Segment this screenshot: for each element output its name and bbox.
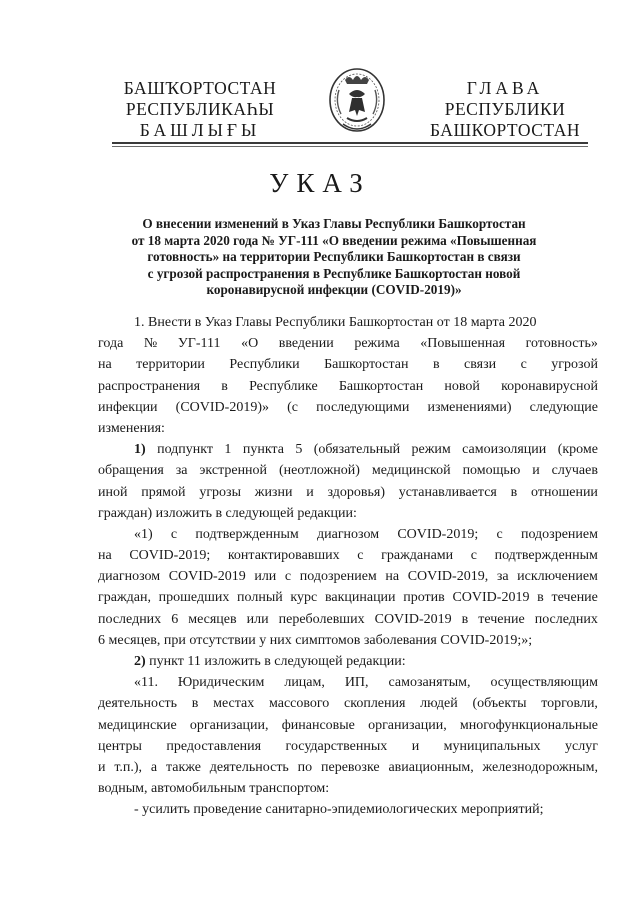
word: полный [237, 590, 283, 606]
header-left-line-1: БАШҠОРТОСТАН [123, 78, 277, 98]
word: «11. [134, 675, 158, 691]
header-left-line-3: БАШЛЫҒЫ [139, 120, 261, 140]
word: на [385, 569, 400, 585]
body-line [98, 757, 598, 778]
document-title: УКАЗ [269, 168, 371, 198]
subject-line: коронавирусной инфекции (COVID-2019)» [206, 282, 462, 297]
word: вакцинации [324, 590, 396, 606]
word: и [532, 463, 540, 479]
word: течение [551, 590, 598, 606]
body-line: - усилить проведение санитарно-эпидемиологических мероприятий; [134, 802, 544, 818]
word: УГ-111 [177, 336, 221, 352]
word: организации, [189, 717, 269, 733]
word: «1) [134, 526, 153, 542]
word: или [246, 611, 269, 627]
word: обращения [98, 463, 164, 479]
word: года [98, 336, 124, 352]
word: самоизоляции [462, 442, 547, 458]
word: Республики [229, 357, 300, 373]
word: лицам, [284, 675, 325, 691]
word: деятельность [98, 696, 178, 712]
word: (неотложной) [278, 463, 360, 479]
word: № [143, 336, 158, 352]
header-bashkir [100, 78, 300, 141]
word: торговли, [541, 696, 598, 712]
word: (COVID-2019)» [175, 399, 269, 415]
word: подтвержденным [494, 548, 598, 564]
word: пункта [242, 442, 284, 458]
word: COVID-2019; [397, 526, 479, 542]
word: жизни [254, 484, 293, 500]
word: авиационным, [388, 759, 474, 775]
word: и [411, 738, 420, 754]
word: и [98, 759, 106, 775]
body-line [98, 545, 598, 566]
word: 6 [171, 611, 179, 627]
body-line [98, 651, 598, 672]
word: 1 [224, 442, 232, 458]
word: здоровья) [327, 484, 385, 500]
body-line [98, 587, 598, 608]
header-divider-thick [112, 142, 588, 144]
word: многофункциональные [459, 717, 598, 733]
body-line-text: пункт 11 изложить в следующей редакции: [149, 654, 406, 669]
word: контактировавших [227, 548, 340, 564]
word: с [470, 548, 477, 564]
word: т.п.), [114, 759, 143, 775]
body-line [98, 376, 598, 397]
word: следующие [529, 399, 598, 415]
word: против [403, 590, 445, 606]
body-line [98, 609, 598, 630]
word: «О [241, 336, 259, 352]
body-line [98, 354, 598, 375]
word: распространения [98, 378, 201, 394]
body-line [98, 397, 598, 418]
header-right-line-1: ГЛАВА [466, 78, 544, 98]
word: с [170, 526, 178, 542]
word: за [496, 569, 509, 585]
word: массового [268, 696, 330, 712]
word: (объекты [472, 696, 527, 712]
word: муниципальных [443, 738, 541, 754]
body-line [98, 333, 598, 354]
word: железнодорожным, [482, 759, 598, 775]
word: Юридическим [177, 675, 265, 691]
coat-of-arms-emblem [325, 64, 389, 138]
body-line [98, 482, 598, 503]
word: (с [287, 399, 298, 415]
word: за [175, 463, 188, 479]
word: новой [444, 378, 480, 394]
word: течение [478, 611, 525, 627]
word: с [520, 357, 527, 373]
word: связи [464, 357, 497, 373]
word: отношении [531, 484, 598, 500]
word: Башкортостан [338, 378, 424, 394]
word: гражданами [381, 548, 454, 564]
word: курс [290, 590, 318, 606]
header-right-line-3: БАШКОРТОСТАН [429, 120, 580, 140]
word: по [297, 759, 313, 775]
word: подозрением [299, 569, 377, 585]
word: в [537, 590, 544, 606]
word: инфекции [98, 399, 158, 415]
body-line [98, 693, 598, 714]
word: режим [411, 442, 451, 458]
word: угрозой [551, 357, 598, 373]
word: в [221, 378, 228, 394]
word: изменениями) [427, 399, 512, 415]
word: подозрением [520, 526, 598, 542]
word: иной [98, 484, 128, 500]
word: местах [213, 696, 255, 712]
word: последних [534, 611, 598, 627]
subject-line: О внесении изменений в Указ Главы Республики Башкортостан [142, 216, 526, 231]
word: также [165, 759, 201, 775]
word: или [254, 569, 277, 585]
word: коронавирусной [501, 378, 598, 394]
body-line [98, 524, 598, 545]
item-number: 1) [134, 442, 146, 458]
word: в [510, 484, 518, 500]
subject-line: от 18 марта 2020 года № УГ-111 «О введении режима «Повышенная [131, 232, 537, 248]
word: государственных [285, 738, 388, 754]
word: подтвержденным [195, 526, 299, 542]
decree-subject [120, 216, 548, 299]
word: переболевших [278, 611, 365, 627]
subject-line: с угрозой распространения в Республике Башкортостан новой [147, 265, 521, 281]
word: прямой [141, 484, 186, 500]
word: на [98, 548, 112, 564]
word: экстренной [199, 463, 268, 479]
word: центры [98, 738, 142, 754]
word: в [461, 611, 469, 627]
word: финансовые [281, 717, 355, 733]
body-line [98, 736, 598, 757]
header-russian [420, 78, 590, 141]
word: месяцев [188, 611, 237, 627]
word: готовность» [525, 336, 598, 352]
header-right-line-2: РЕСПУБЛИКИ [444, 99, 566, 119]
word: ИП, [344, 675, 369, 691]
word: скопления [344, 696, 406, 712]
word: и [306, 484, 314, 500]
word: прошедших [158, 590, 230, 606]
word: COVID-2019, [407, 569, 489, 585]
word: исключением [517, 569, 598, 585]
word: с [496, 526, 503, 542]
body-line [98, 672, 598, 693]
decree-body [98, 312, 598, 821]
body-line [98, 566, 598, 587]
word: медицинские [98, 717, 177, 733]
word: помощью [462, 463, 521, 479]
body-line: 1. Внести в Указ Главы Республики Башкортостан от 18 марта 2020 [134, 315, 537, 330]
word: перевозке [320, 759, 380, 775]
word: организации, [368, 717, 447, 733]
word: территории [136, 357, 205, 373]
word: деятельность [209, 759, 289, 775]
word: режима [354, 336, 400, 352]
word: COVID-2019 [374, 611, 452, 627]
body-line [98, 439, 598, 460]
word: диагнозом [316, 526, 380, 542]
body-line: изменения: [98, 420, 165, 436]
word: в [191, 696, 199, 712]
word: Республике [249, 378, 318, 394]
word: предоставления [166, 738, 262, 754]
word: последних [98, 611, 162, 627]
word: COVID-2019 [168, 569, 246, 585]
word: (кроме [557, 442, 598, 458]
word: диагнозом [98, 569, 161, 585]
word: на [98, 357, 112, 373]
word: 5 [295, 442, 303, 458]
body-line: водным, автомобильным транспортом: [98, 781, 330, 797]
word: угрозы [199, 484, 241, 500]
body-line [98, 460, 598, 481]
subject-line: готовность» на территории Республики Башкортостан в связи [147, 249, 521, 264]
word: медицинской [371, 463, 451, 479]
word: введении [278, 336, 334, 352]
body-line [98, 715, 598, 736]
word: COVID-2019 [452, 590, 530, 606]
word: граждан, [98, 590, 151, 606]
word: с [357, 548, 364, 564]
body-line: граждан) изложить в следующей редакции: [98, 505, 357, 521]
word: «Повышенная [420, 336, 506, 352]
word: устанавливается [398, 484, 497, 500]
word: последующими [316, 399, 410, 415]
word: а [150, 759, 158, 775]
word: с [284, 569, 292, 585]
header-left-line-2: РЕСПУБЛИКАҺЫ [125, 99, 275, 119]
word: подпункт [157, 442, 214, 458]
word: людей [420, 696, 458, 712]
word: самозанятым, [388, 675, 471, 691]
word: (обязательный [313, 442, 401, 458]
word: в [432, 357, 440, 373]
header-divider-thin [112, 146, 588, 147]
word: COVID-2019; [129, 548, 211, 564]
body-line: 6 месяцев, при отсутствии у них симптомов заболевания COVID-2019;»; [98, 632, 533, 648]
word: осуществляющим [490, 675, 598, 691]
word: услуг [565, 738, 598, 754]
item-number: 2) [134, 654, 146, 669]
word: Башкортостан [324, 357, 409, 373]
word: случаев [551, 463, 598, 479]
